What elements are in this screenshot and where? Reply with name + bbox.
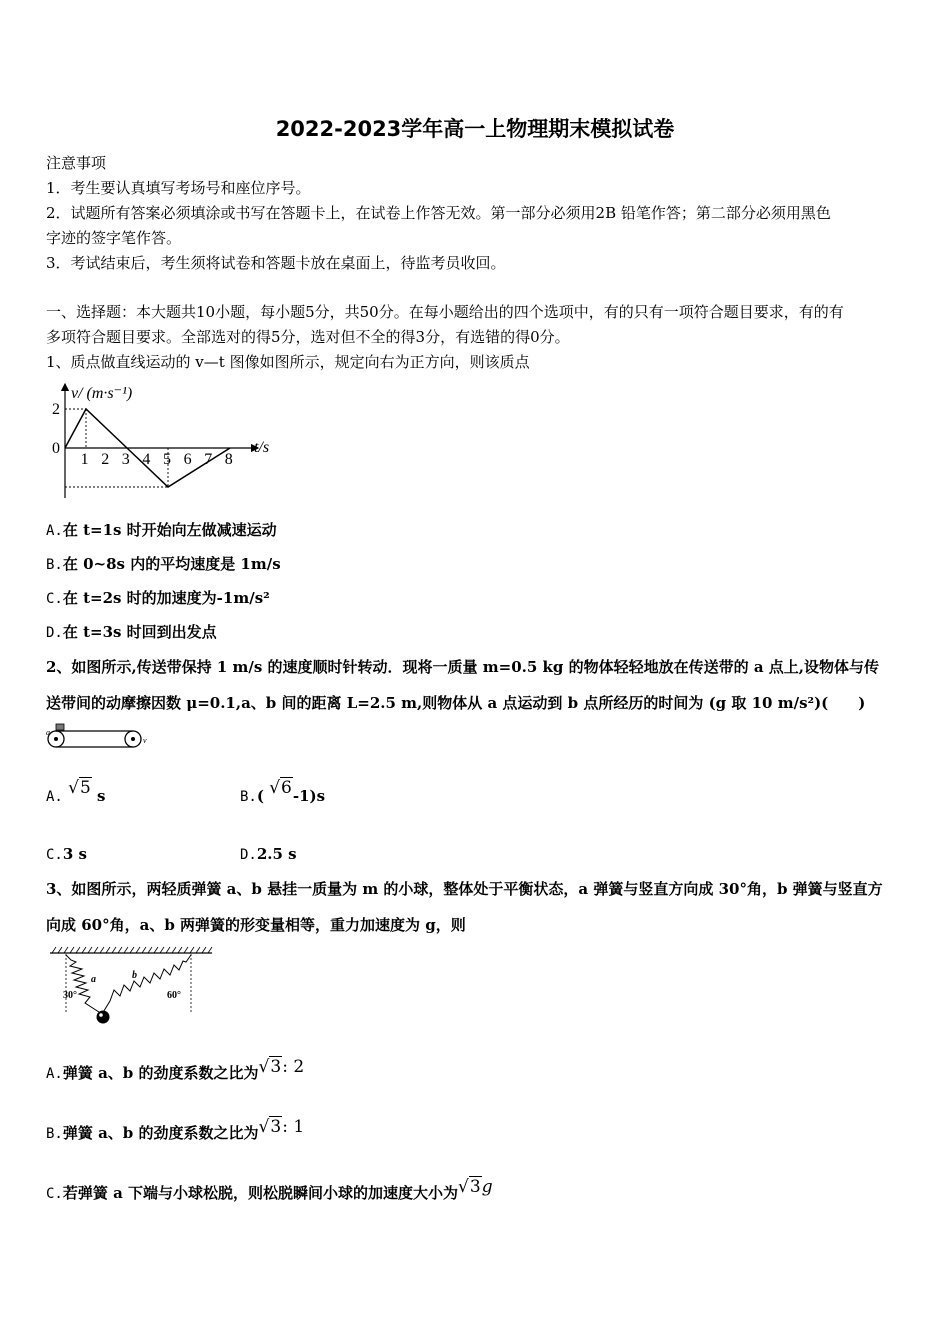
q2-option-b: B.( √6-1)s [240, 778, 326, 805]
y-tick-2: 2 [52, 401, 60, 418]
q3-line2: 向成 60°角，a、b 两弹簧的形变量相等，重力加速度为 g，则 [46, 916, 466, 934]
x-tick-6: 6 [183, 451, 192, 468]
x-tick-7: 7 [204, 451, 213, 468]
q1-option-c: C.在 t=2s 时的加速度为-1m/s² [46, 589, 270, 607]
origin-label: 0 [52, 440, 60, 457]
q1-option-d: D.在 t=3s 时回到出发点 [46, 623, 217, 641]
notice-item-3: 3．考试结束后，考生须将试卷和答题卡放在桌面上，待监考员收回。 [46, 254, 506, 272]
q3-option-b: B.弹簧 a、b 的劲度系数之比为√3: 1 [46, 1117, 305, 1142]
q2-conveyor-figure [46, 722, 156, 752]
section1-line1: 一、选择题：本大题共10小题，每小题5分，共50分。在每小题给出的四个选项中，有的只有一项符合题目要求，有的有 [46, 303, 844, 321]
notice-heading: 注意事项 [46, 154, 107, 172]
q2-option-a: A. √5 s [46, 778, 106, 805]
x-tick-1: 1 [80, 451, 89, 468]
notice-item-1: 1．考生要认真填写考场号和座位序号。 [46, 179, 311, 197]
x-tick-5: 5 [163, 451, 171, 468]
page-title: 2022-2023学年高一上物理期末模拟试卷 [275, 117, 675, 141]
x-tick-labels [81, 451, 233, 468]
x-tick-3: 3 [121, 451, 130, 468]
q1-option-a: A.在 t=1s 时开始向左做减速运动 [46, 521, 277, 539]
q2-line2: 送带间的动摩擦因数 μ=0.1,a、b 间的距离 L=2.5 m,则物体从 a 点运动到 b 点所经历的时间为 (g 取 10 m/s²)( ) [46, 694, 866, 712]
q1-option-b: B.在 0~8s 内的平均速度是 1m/s [46, 555, 281, 573]
q3-option-a: A.弹簧 a、b 的劲度系数之比为√3: 2 [46, 1057, 305, 1082]
svg-text:a: a [91, 974, 96, 985]
q2-line1: 2、如图所示,传送带保持 1 m/s 的速度顺时针转动．现将一质量 m=0.5 kg 的物体轻轻地放在传送带的 a 点上,设物体与传 [46, 658, 880, 676]
y-axis-label: v/ (m·s⁻¹) [71, 385, 133, 402]
notice-item-2-cont: 字迹的签字笔作答。 [46, 229, 182, 247]
notice-item-2: 2．试题所有答案必须填涂或书写在答题卡上，在试卷上作答无效。第一部分必须用2B 铅笔作答；第二部分必须用黑色 [46, 204, 831, 222]
svg-text:a: a [46, 728, 50, 737]
q3-springs-figure [46, 946, 216, 1028]
x-axis-label: t/s [254, 439, 270, 456]
q2-option-d: D.2.5 s [240, 845, 297, 863]
svg-text:30°: 30° [63, 990, 77, 1001]
q1-vt-graph [46, 378, 286, 502]
x-tick-2: 2 [101, 451, 110, 468]
svg-text:b: b [132, 970, 137, 981]
svg-text:60°: 60° [167, 990, 181, 1001]
x-tick-8: 8 [224, 451, 233, 468]
q3-line1: 3、如图所示，两轻质弹簧 a、b 悬挂一质量为 m 的小球，整体处于平衡状态，a 弹簧与竖直方向成 30°角，b 弹簧与竖直方 [46, 880, 883, 898]
q1-stem: 1、质点做直线运动的 v—t 图像如图所示，规定向右为正方向，则该质点 [46, 353, 530, 371]
q2-option-c: C.3 s [46, 845, 87, 863]
x-tick-4: 4 [142, 451, 151, 468]
svg-text:v: v [143, 736, 147, 745]
section1-line2: 多项符合题目要求。全部选对的得5分，选对但不全的得3分，有选错的得0分。 [46, 328, 570, 346]
q3-option-c: C.若弹簧 a 下端与小球松脱，则松脱瞬间小球的加速度大小为√3g [46, 1177, 493, 1202]
